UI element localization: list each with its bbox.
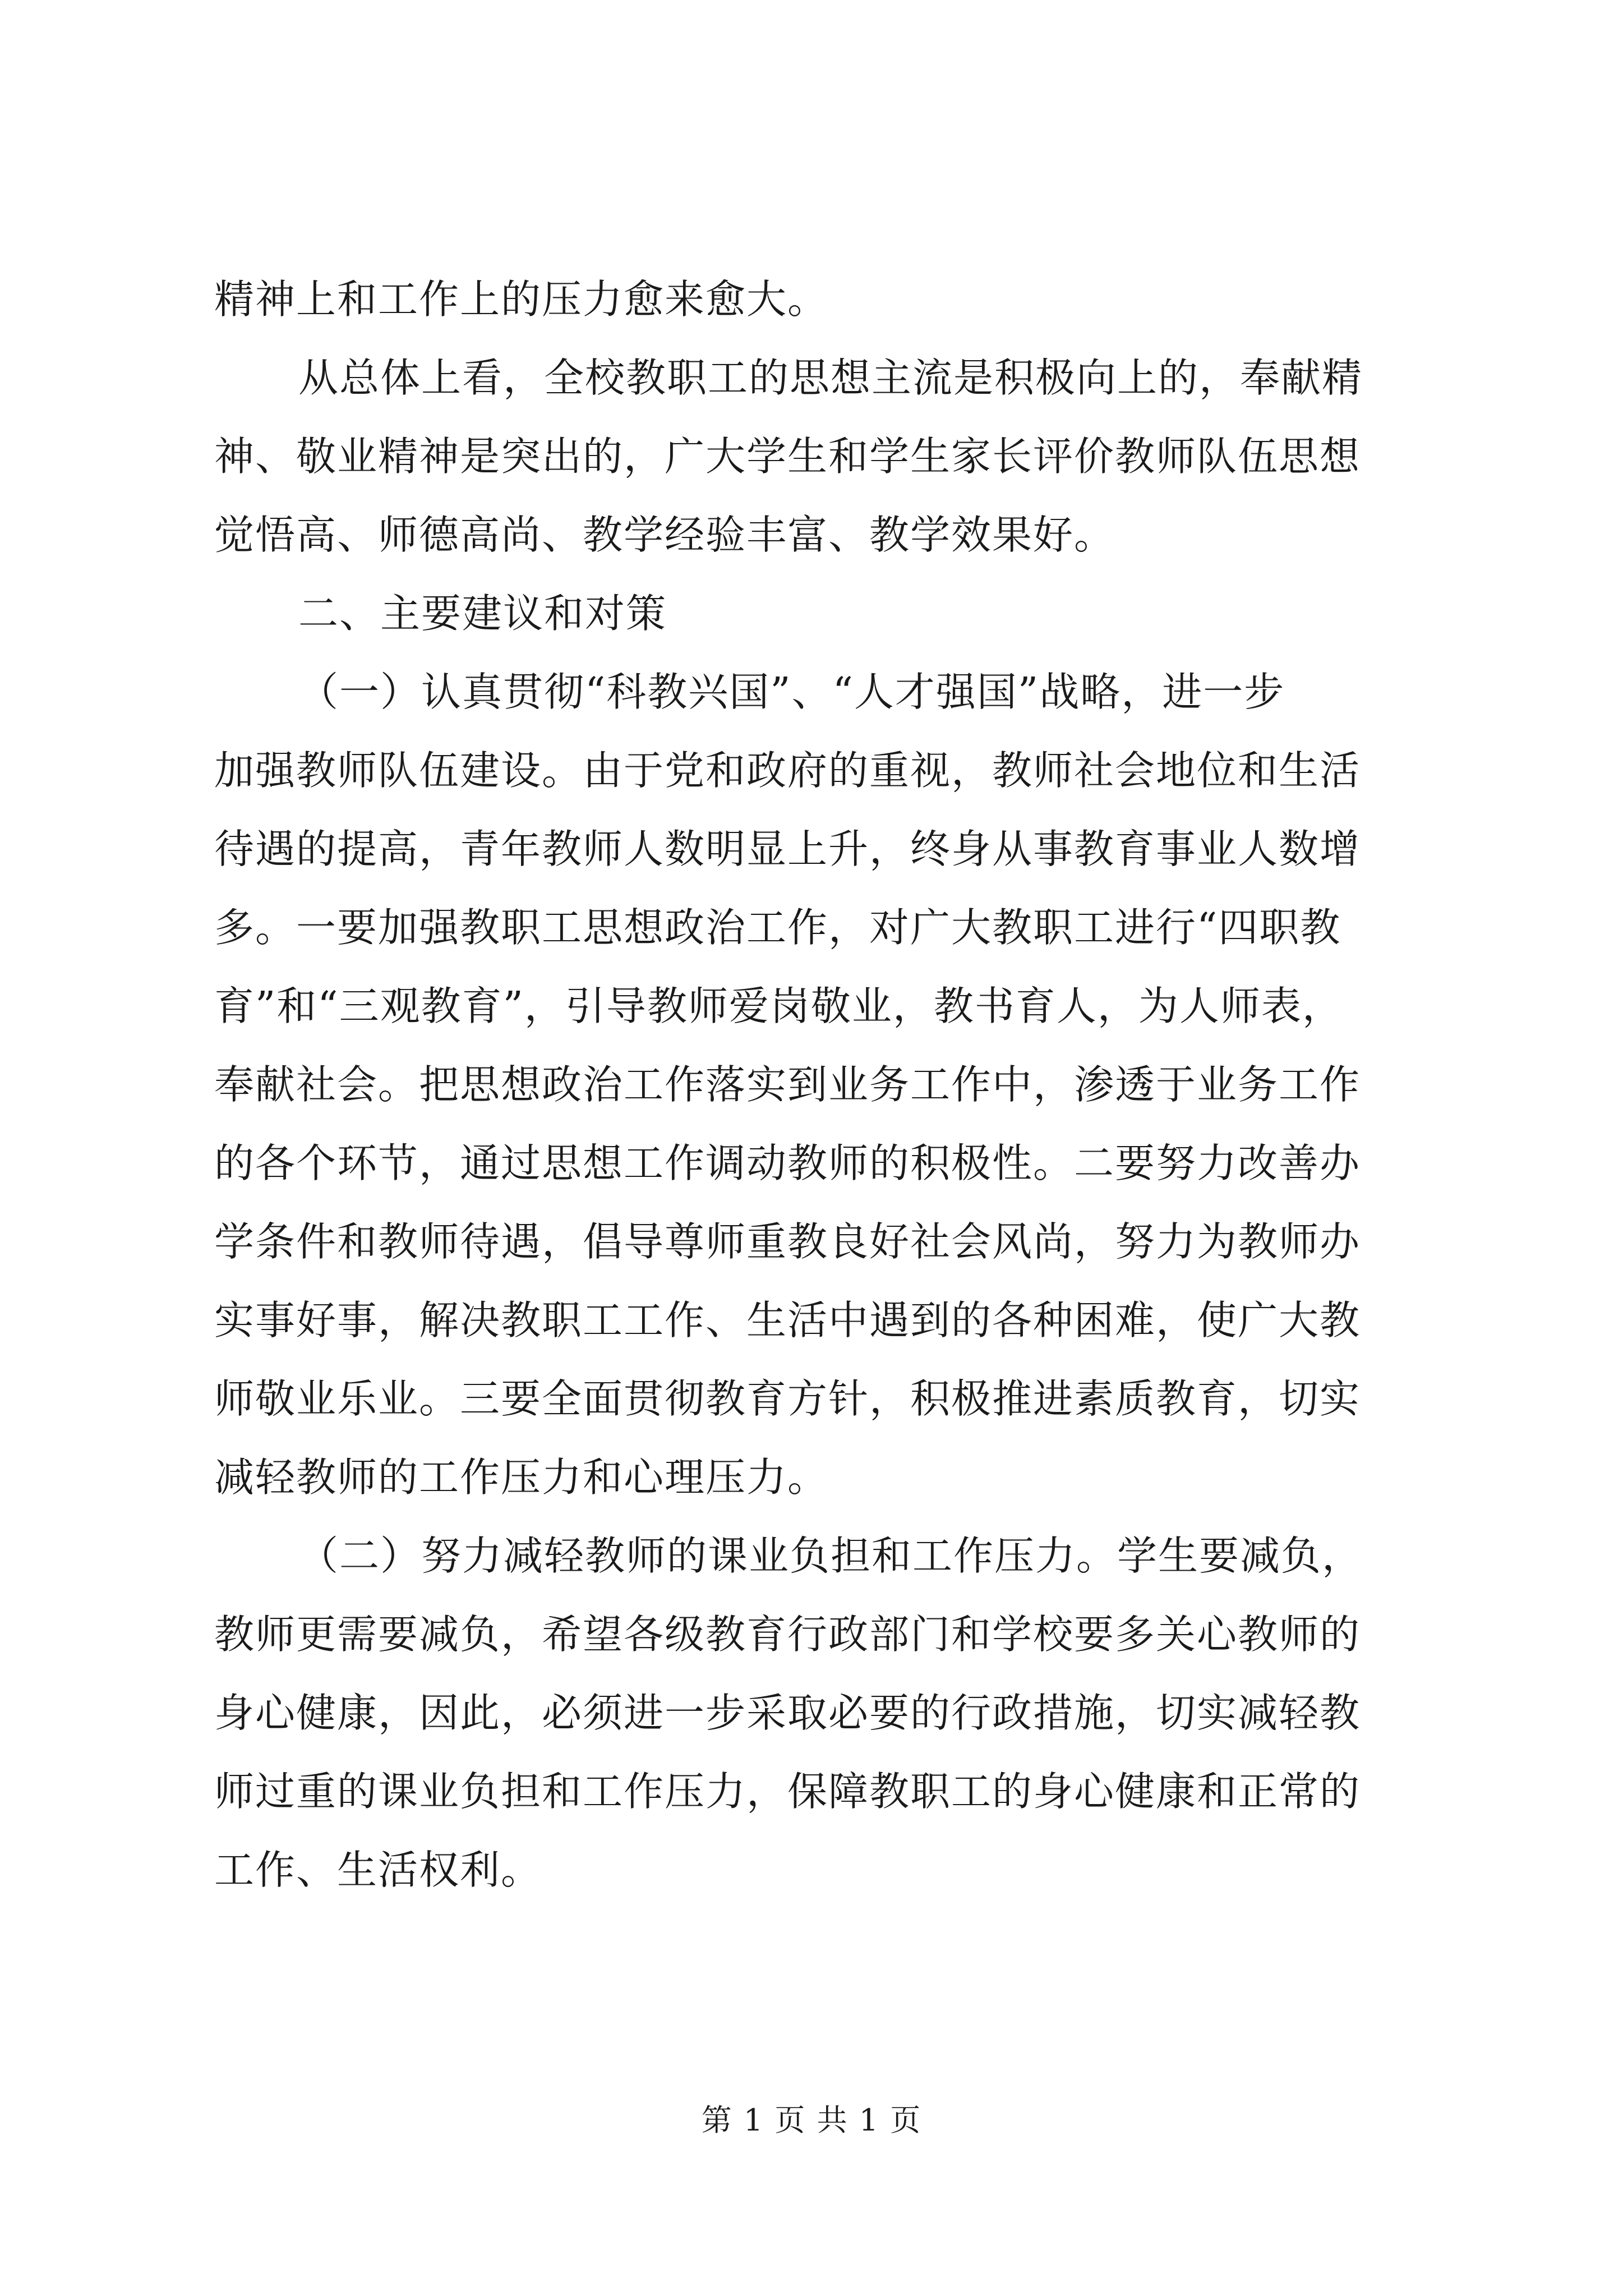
text-line: 待遇的提高，青年教师人数明显上升，终身从事教育事业人数增 — [214, 826, 1361, 872]
paragraph-start-line: （二）努力减轻教师的课业负担和工作压力。学生要减负， — [298, 1533, 1363, 1579]
document-body — [214, 260, 1420, 1910]
text-line: 身心健康，因此，必须进一步采取必要的行政措施，切实减轻教 — [214, 1690, 1361, 1736]
paragraph-start-line: 从总体上看，全校教职工的思想主流是积极向上的，奉献精 — [298, 355, 1363, 401]
text-line: 工作、生活权利。 — [214, 1847, 542, 1893]
paragraph-start-line: （一）认真贯彻“科教兴国”、“人才强国”战略，进一步 — [298, 669, 1285, 715]
text-line: 神、敬业精神是突出的，广大学生和学生家长评价教师队伍思想 — [214, 433, 1361, 480]
text-line: 师敬业乐业。三要全面贯彻教育方针，积极推进素质教育，切实 — [214, 1375, 1361, 1422]
section-heading: 二、主要建议和对策 — [298, 590, 667, 637]
text-line: 实事好事，解决教职工工作、生活中遇到的各种困难，使广大教 — [214, 1297, 1361, 1343]
page-number-footer: 第 1 页 共 1 页 — [701, 2102, 922, 2138]
text-line: 师过重的课业负担和工作压力，保障教职工的身心健康和正常的 — [214, 1768, 1361, 1815]
text-line: 减轻教师的工作压力和心理压力。 — [214, 1454, 829, 1501]
text-line: 加强教师队伍建设。由于党和政府的重视，教师社会地位和生活 — [214, 747, 1361, 794]
text-line: 的各个环节，通过思想工作调动教师的积极性。二要努力改善办 — [214, 1140, 1361, 1186]
text-line: 教师更需要减负，希望各级教育行政部门和学校要多关心教师的 — [214, 1611, 1361, 1658]
text-line: 学条件和教师待遇，倡导尊师重教良好社会风尚，努力为教师办 — [214, 1218, 1361, 1265]
text-line: 奉献社会。把思想政治工作落实到业务工作中，渗透于业务工作 — [214, 1061, 1361, 1108]
text-line: 觉悟高、师德高尚、教学经验丰富、教学效果好。 — [214, 512, 1115, 558]
text-line: 育”和“三观教育”，引导教师爱岗敬业，教书育人，为人师表， — [214, 983, 1343, 1029]
text-line: 精神上和工作上的压力愈来愈大。 — [214, 276, 829, 323]
text-line: 多。一要加强教职工思想政治工作，对广大教职工进行“四职教 — [214, 904, 1341, 951]
